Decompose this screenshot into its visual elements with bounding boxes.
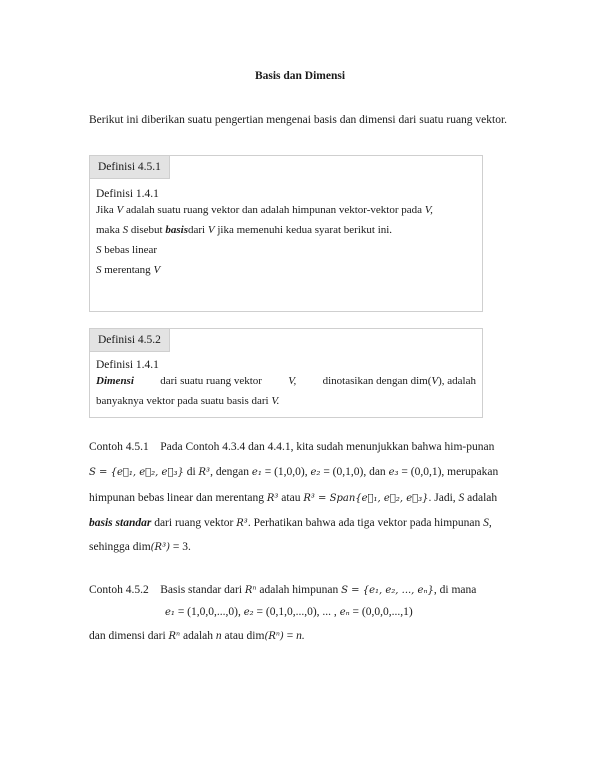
example-1-label: Contoh 4.5.1 xyxy=(89,441,149,453)
definition-1-line-2: maka S disebut basisdari V jika memenuhi kedua syarat berikut ini. xyxy=(96,224,393,236)
definition-subtitle-2: Definisi 1.4.1 xyxy=(96,359,159,371)
page-title: Basis dan Dimensi xyxy=(254,70,346,82)
example-1-line-4: basis standar dari ruang vektor R³. Perhatikan bahwa ada tiga vektor pada himpunan S, xyxy=(89,517,492,529)
dimensi-term: Dimensi xyxy=(96,375,134,387)
definition-tab-1: Definisi 4.5.1 xyxy=(90,156,170,179)
definition-box-1 xyxy=(89,155,483,312)
definition-subtitle-1: Definisi 1.4.1 xyxy=(96,188,159,200)
definition-1-condition-2: S merentang V xyxy=(96,264,161,276)
example-2-line-1: Contoh 4.5.2 Basis standar dari Rⁿ adalah himpunan S = {e₁, e₂, ..., eₙ}, di mana xyxy=(89,584,477,596)
example-2-line-3: dan dimensi dari Rⁿ adalah n atau dim(Rⁿ) = n. xyxy=(89,630,305,642)
definition-box-2 xyxy=(89,328,483,418)
definition-tab-2: Definisi 4.5.2 xyxy=(90,329,170,352)
definition-2-line-2: banyaknya vektor pada suatu basis dari V. xyxy=(96,395,280,407)
basis-standar-term: basis standar xyxy=(89,517,152,529)
example-2-line-2: e₁ = (1,0,0,...,0), e₂ = (0,1,0,...,0), ... , eₙ = (0,0,0,...,1) xyxy=(165,606,413,618)
example-1-line-2: S = {e⃗₁, e⃗₂, e⃗₃} di R³, dengan e₁ = (1,0,0), e₂ = (0,1,0), dan e₃ = (0,0,1), merupakan xyxy=(89,466,499,478)
example-1-line-1: Contoh 4.5.1 Pada Contoh 4.3.4 dan 4.4.1, kita sudah menunjukkan bahwa him-punan xyxy=(89,441,495,453)
definition-1-line-1: Jika V adalah suatu ruang vektor dan adalah himpunan vektor-vektor pada V, xyxy=(96,204,433,216)
basis-term: basis xyxy=(165,224,188,236)
definition-1-condition-1: S bebas linear xyxy=(96,244,158,256)
example-1-line-5: sehingga dim(R³) = 3. xyxy=(89,541,191,553)
example-1-line-3: himpunan bebas linear dan merentang R³ atau R³ = Span{e⃗₁, e⃗₂, e⃗₃}. Jadi, S adalah xyxy=(89,492,498,504)
definition-2-line-1: Dimensi dari suatu ruang vektor V, dinotasikan dengan dim(V), adalah xyxy=(96,375,476,387)
intro-paragraph: Berikut ini diberikan suatu pengertian mengenai basis dan dimensi dari suatu ruang vektor. xyxy=(89,114,508,126)
example-2-label: Contoh 4.5.2 xyxy=(89,584,149,596)
